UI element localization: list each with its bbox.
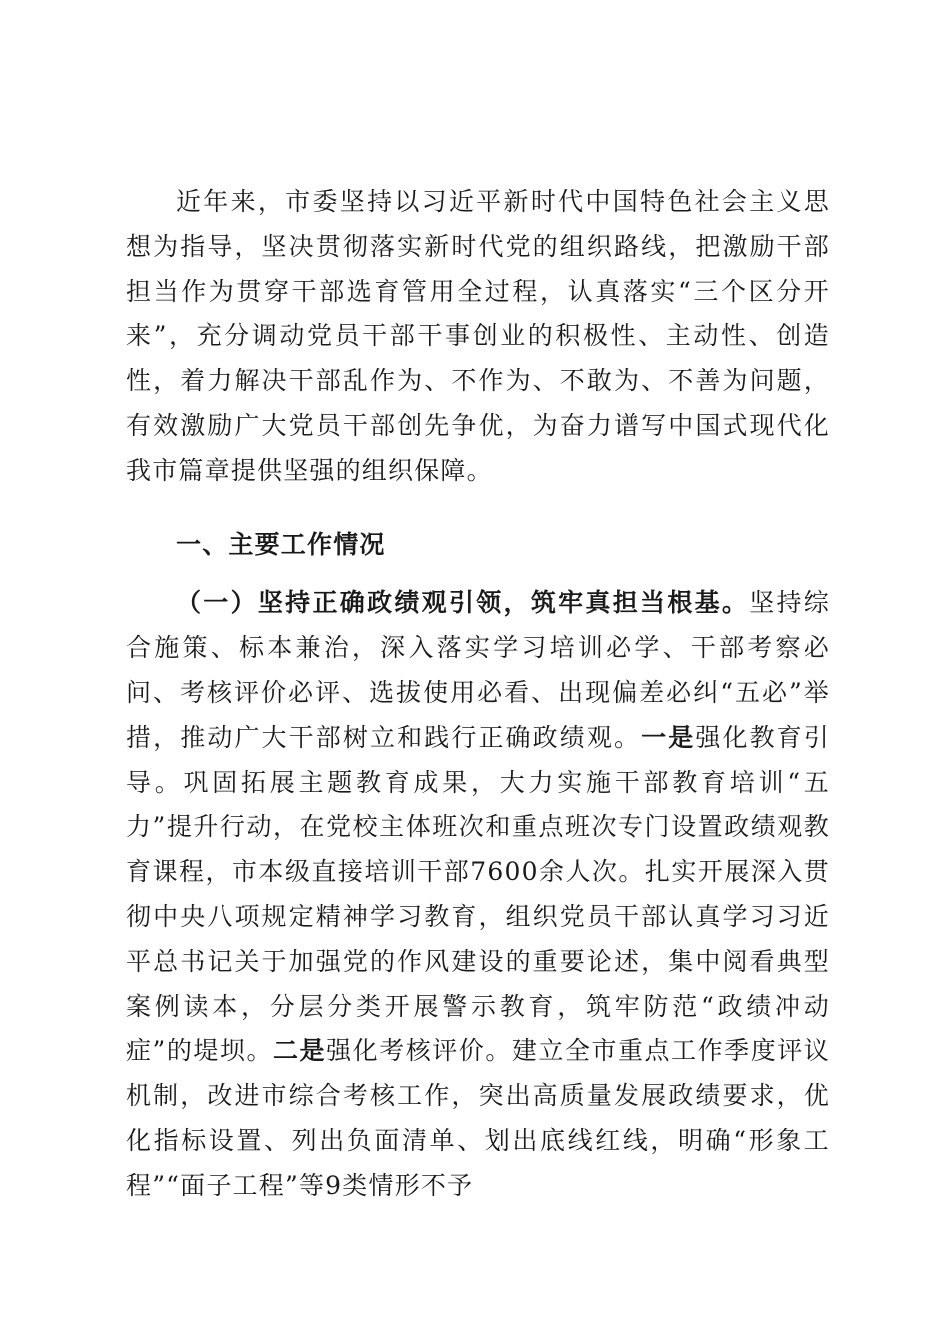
section-heading: 一、主要工作情况 <box>176 529 386 559</box>
item-2-label: 二是 <box>273 1036 327 1066</box>
document-body <box>126 180 830 1209</box>
subsection-title: （一）坚持正确政绩观引领，筑牢真担当根基。 <box>176 588 750 618</box>
item-1-text: 强化教育引导。巩固拓展主题教育成果，大力实施干部教育培训“五力”提升行动，在党校主体班次和重点班次专门设置政绩观教育课程，市本级直接培训干部7600余人次。扎实开展深入贯彻中央八项规定精神学习教育，组织党员干部认真学习习近平总书记关于加强党的作风建设的重要论述，集中阅看典型案例读本，分层分类开展警示教育，筑牢防范“政绩冲动症”的堤坝。 <box>126 722 830 1066</box>
subsection-paragraph <box>126 581 830 1208</box>
item-2-text: 强化考核评价。建立全市重点工作季度评议机制，改进市综合考核工作，突出高质量发展政绩要求，优化指标设置、列出负面清单、划出底线红线，明确“形象工程”“面子工程”等9类情形不予 <box>126 1036 830 1200</box>
intro-paragraph: 近年来，市委坚持以习近平新时代中国特色社会主义思想为指导，坚决贯彻落实新时代党的组织路线，把激励干部担当作为贯穿干部选育管用全过程，认真落实“三个区分开来”，充分调动党员干部干事创业的积极性、主动性、创造性，着力解决干部乱作为、不作为、不敢为、不善为问题，有效激励广大党员干部创先争优，为奋力谱写中国式现代化我市篇章提供坚强的组织保障。 <box>126 187 830 485</box>
item-1-label: 一是 <box>641 722 696 752</box>
subsection-text-1: 坚持综合施策、标本兼治，深入落实学习培训必学、干部考察必问、考核评价必评、选拔使用必看、出现偏差必纠“五必”举措，推动广大干部树立和践行正确政绩观。 <box>126 588 830 752</box>
